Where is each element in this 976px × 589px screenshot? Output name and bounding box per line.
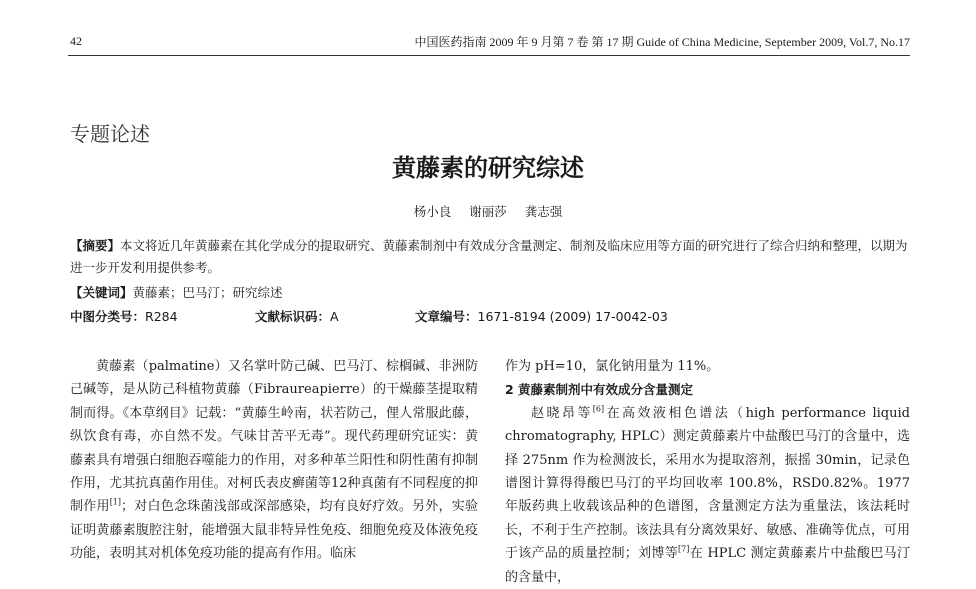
journal-header: 中国医药指南 2009 年 9 月第 7 卷 第 17 期 Guide of China Medicine, September 2009, Vol.7, No.17 [414, 35, 910, 49]
body-left-column [70, 355, 478, 566]
citation-6: [6] [592, 404, 605, 414]
doc-value: A [330, 309, 339, 324]
body-right-column [505, 355, 910, 589]
right-paragraph-part1: 赵晓昂等 [531, 405, 593, 421]
right-paragraph [505, 402, 910, 589]
clc-code [70, 306, 178, 328]
left-paragraph-part1: 黄藤素（palmatine）又名掌叶防己碱、巴马汀、棕榈碱、非洲防己碱等，是从防己科植物黄藤（Fibraureapierre）的干燥藤茎提取精制而得。《本草纲目》记载：“黄藤生岭南，状若防己，俚人常服此藤，纵饮食有毒，亦自然不发。气味甘苦平无毒”。现代药理研究证实：黄藤素具有增强白细胞吞噬能力的作用，对多种革兰阳性和阴性菌有抑制作用，尤其抗真菌作用佳。对柯氏表皮癣菌等12种真菌有不同程度的抑制作用 [70, 359, 478, 515]
header-rule [68, 55, 910, 56]
article-number-label: 文章编号： [415, 309, 478, 324]
abstract-label: 【摘要】 [70, 238, 121, 253]
article-number-value: 1671-8194 (2009) 17-0042-03 [477, 309, 668, 324]
clc-label: 中图分类号： [70, 309, 146, 324]
article-number [415, 306, 668, 328]
keywords [70, 282, 912, 304]
citation-1: [1] [109, 498, 122, 508]
right-paragraph-part2: 在高效液相色谱法（high performance liquid chromatography, HPLC）测定黄藤素片中盐酸巴马汀的含量中，选择 275nm 作为检测波长，采用水为提取溶剂，振摇 30min，记录色谱图计算得得酸巴马汀的平均回收率 100.8%，RSD0.82%。1977 年版药典上收载该品种的色谱图，含量测定方法为重量法，该法耗时长，不利于生产控制。该法具有分离效果好、敏感、准确等优点，可用于该产品的质量控制；刘博等 [505, 405, 910, 562]
right-paragraph-part3: 在 HPLC 测定黄藤素片中盐酸巴马汀的含量中， [505, 546, 910, 585]
abstract [70, 235, 912, 279]
doc-label: 文献标识码： [255, 309, 331, 324]
abstract-text: 本文将近几年黄藤素在其化学成分的提取研究、黄藤素制剂中有效成分含量测定、制剂及临床应用等方面的研究进行了综合归纳和整理，以期为进一步开发利用提供参考。 [70, 238, 908, 275]
page-number: 42 [70, 34, 82, 48]
right-line-1: 作为 pH=10，氯化钠用量为 11%。 [505, 359, 720, 374]
clc-value: R284 [145, 309, 178, 324]
keywords-label: 【关键词】 [70, 285, 133, 300]
citation-7: [7] [678, 544, 690, 554]
article-title: 黄藤素的研究综述 [392, 154, 584, 182]
article-authors: 杨小良 谢丽莎 龚志强 [413, 204, 563, 219]
left-paragraph-part2: ；对白色念珠菌浅部或深部感染，均有良好疗效。另外，实验证明黄藤素腹腔注射，能增强大鼠非特异性免疫、细胞免疫及体液免疫功能，表明其对机体免疫功能的提高有作用。临床 [70, 499, 478, 562]
doc-code [255, 306, 339, 328]
section-heading-2: 2 黄藤素制剂中有效成分含量测定 [505, 382, 694, 398]
keywords-text: 黄藤素；巴马汀；研究综述 [132, 285, 283, 300]
section-label: 专题论述 [70, 122, 150, 146]
